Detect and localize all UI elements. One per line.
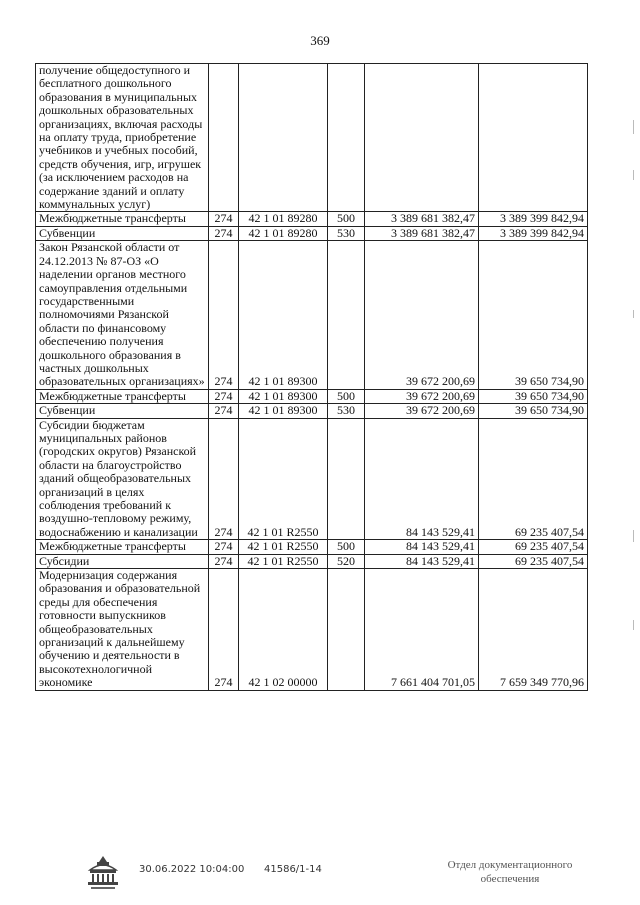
footer-department-line1: Отдел документационного	[447, 859, 573, 871]
cell-vr	[328, 418, 365, 540]
cell-vr	[328, 64, 365, 212]
cell-csr: 42 1 01 R2550	[239, 554, 328, 568]
table-row	[36, 241, 588, 389]
cell-name: Субсидии бюджетам муниципальных районов (городских округов) Рязанской области на благоустройство зданий общеобразовательных организаций в целях соблюдения требований к воздушно-тепловому режиму, водоснабжению и канализации	[36, 418, 209, 540]
cell-csr: 42 1 01 89300	[239, 241, 328, 389]
cell-sum2: 69 235 407,54	[479, 418, 588, 540]
cell-name: Закон Рязанской области от 24.12.2013 № 87-ОЗ «О наделении органов местного самоуправления отдельными государственными полномочиями Рязанской области по финансовому обеспечению получения дошкольного образования в частных дошкольных образовательных организациях»	[36, 241, 209, 389]
cell-name: Субсидии	[36, 554, 209, 568]
cell-gr: 274	[209, 569, 239, 691]
table-row	[36, 540, 588, 554]
cell-vr: 500	[328, 212, 365, 226]
table-row	[36, 569, 588, 691]
budget-table-body	[36, 64, 588, 691]
cell-sum2: 3 389 399 842,94	[479, 226, 588, 240]
cell-gr: 274	[209, 389, 239, 403]
cell-sum1: 39 672 200,69	[365, 241, 479, 389]
cell-sum1: 84 143 529,41	[365, 540, 479, 554]
cell-csr: 42 1 01 R2550	[239, 540, 328, 554]
cell-csr: 42 1 02 00000	[239, 569, 328, 691]
cell-name: Субвенции	[36, 226, 209, 240]
cell-sum2: 3 389 399 842,94	[479, 212, 588, 226]
cell-gr: 274	[209, 418, 239, 540]
cell-name: получение общедоступного и бесплатного дошкольного образования в муниципальных дошкольных образовательных организациях, включая расходы на оплату труда, приобретение учебников и учебных пособий, средств обучения, игр, игрушек (за исключением расходов на содержание зданий и оплату коммунальных услуг)	[36, 64, 209, 212]
table-row	[36, 554, 588, 568]
cell-sum2: 39 650 734,90	[479, 241, 588, 389]
cell-sum2: 7 659 349 770,96	[479, 569, 588, 691]
cell-sum1: 39 672 200,69	[365, 389, 479, 403]
cell-gr: 274	[209, 212, 239, 226]
cell-sum1: 84 143 529,41	[365, 554, 479, 568]
margin-marks	[633, 100, 636, 700]
table-row	[36, 389, 588, 403]
cell-gr: 274	[209, 241, 239, 389]
cell-csr: 42 1 01 89280	[239, 226, 328, 240]
cell-csr: 42 1 01 R2550	[239, 418, 328, 540]
footer-department	[415, 858, 605, 886]
cell-vr	[328, 241, 365, 389]
cell-csr: 42 1 01 89280	[239, 212, 328, 226]
table-row	[36, 226, 588, 240]
cell-sum2: 39 650 734,90	[479, 389, 588, 403]
cell-vr: 500	[328, 389, 365, 403]
cell-sum1: 3 389 681 382,47	[365, 226, 479, 240]
cell-name: Модернизация содержания образования и образовательной среды для обеспечения готовности выпускников общеобразовательных организаций к дальнейшему обучению и деятельности в высокотехнологичной экономике	[36, 569, 209, 691]
cell-vr: 530	[328, 226, 365, 240]
duma-building-logo-icon	[86, 852, 120, 892]
footer-doc-number: 41586/1-14	[264, 864, 322, 875]
cell-csr: 42 1 01 89300	[239, 389, 328, 403]
table-row	[36, 404, 588, 418]
cell-gr: 274	[209, 226, 239, 240]
cell-sum1: 7 661 404 701,05	[365, 569, 479, 691]
cell-gr: 274	[209, 540, 239, 554]
cell-gr	[209, 64, 239, 212]
cell-vr: 530	[328, 404, 365, 418]
cell-vr: 500	[328, 540, 365, 554]
cell-sum2: 39 650 734,90	[479, 404, 588, 418]
budget-table	[35, 63, 588, 691]
cell-vr: 520	[328, 554, 365, 568]
cell-sum1: 84 143 529,41	[365, 418, 479, 540]
cell-name: Межбюджетные трансферты	[36, 212, 209, 226]
cell-sum2	[479, 64, 588, 212]
cell-csr: 42 1 01 89300	[239, 404, 328, 418]
cell-gr: 274	[209, 554, 239, 568]
cell-sum1	[365, 64, 479, 212]
cell-sum2: 69 235 407,54	[479, 540, 588, 554]
cell-vr	[328, 569, 365, 691]
table-row	[36, 64, 588, 212]
table-row	[36, 212, 588, 226]
table-row	[36, 418, 588, 540]
cell-gr: 274	[209, 404, 239, 418]
cell-sum2: 69 235 407,54	[479, 554, 588, 568]
footer	[0, 852, 640, 902]
footer-date: 30.06.2022 10:04:00	[139, 864, 245, 875]
cell-name: Субвенции	[36, 404, 209, 418]
cell-sum1: 39 672 200,69	[365, 404, 479, 418]
page-number: 369	[310, 33, 330, 48]
cell-csr	[239, 64, 328, 212]
footer-department-line2: обеспечения	[480, 873, 540, 885]
cell-name: Межбюджетные трансферты	[36, 389, 209, 403]
cell-name: Межбюджетные трансферты	[36, 540, 209, 554]
cell-sum1: 3 389 681 382,47	[365, 212, 479, 226]
